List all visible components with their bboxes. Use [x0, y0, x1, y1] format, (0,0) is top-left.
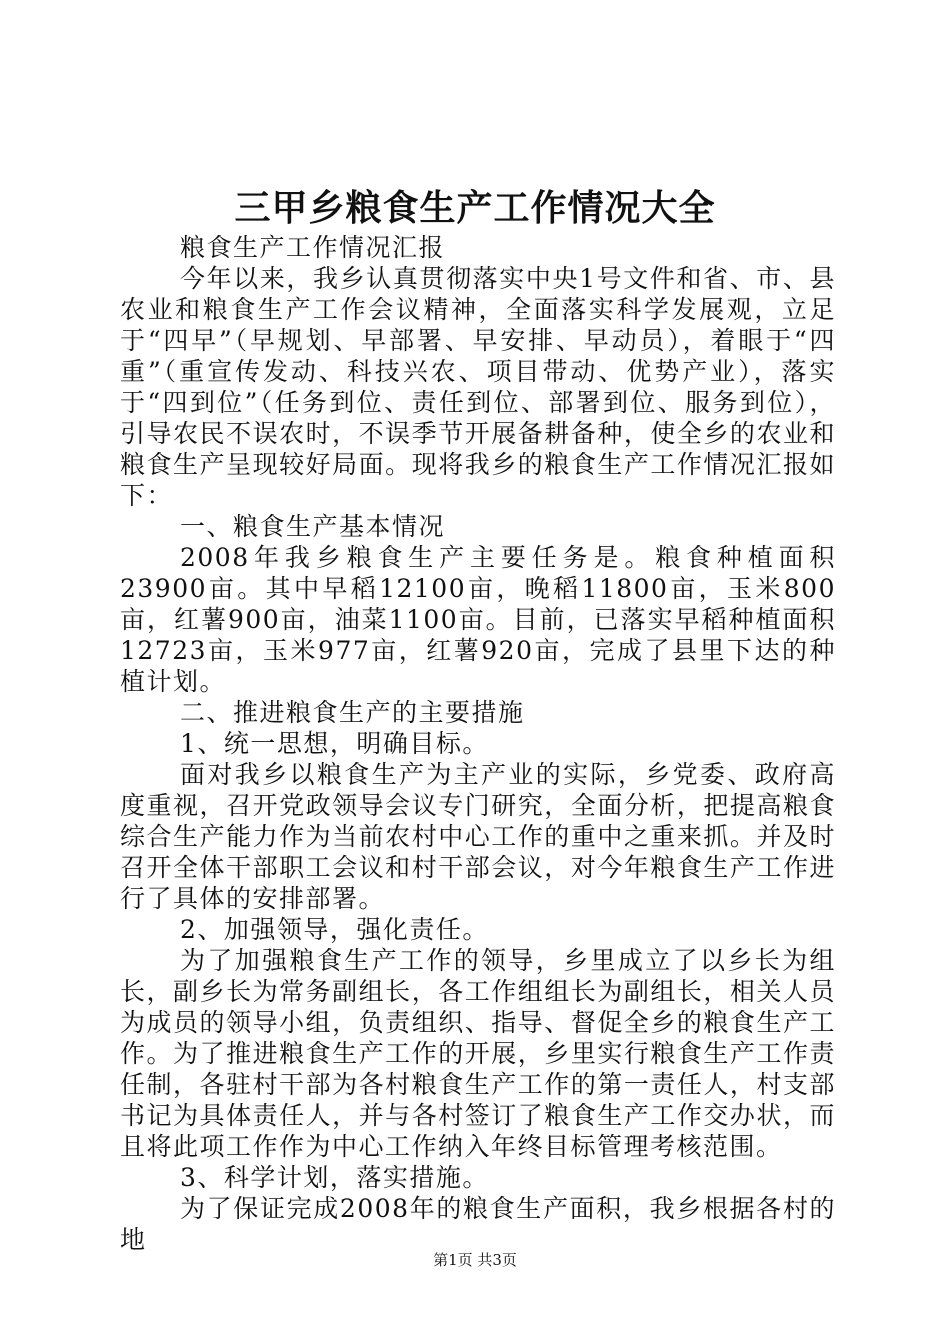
section-heading-1: 一、粮食生产基本情况 — [180, 512, 446, 541]
document-title: 三甲乡粮食生产工作情况大全 — [234, 187, 716, 229]
page-footer: 第1页 共3页 — [433, 1251, 517, 1269]
measure-paragraph-1: 面对我乡以粮食生产为主产业的实际，乡党委、政府高度重视，召开党政领导会议专门研究，全面分析，把提高粮食综合生产能力作为当前农村中心工作的重中之重来抓。并及时召开全体干部职工会议和村干部会议，对今年粮食生产工作进行了具体的安排部署。 — [120, 760, 836, 913]
section-heading-2: 二、推进粮食生产的主要措施 — [180, 698, 525, 727]
measure-paragraph-3: 为了保证完成2008年的粮食生产面积，我乡根据各村的地 — [120, 1194, 836, 1254]
measure-heading-1: 1、统一思想，明确目标。 — [180, 729, 489, 758]
intro-paragraph: 今年以来，我乡认真贯彻落实中央1号文件和省、市、县农业和粮食生产工作会议精神，全面落实科学发展观，立足于“四早”（早规划、早部署、早安排、早动员），着眼于“四重”（重宣传发动、科技兴农、项目带动、优势产业），落实于“四到位”（任务到位、责任到位、部署到位、服务到位），引导农民不误农时，不误季节开展备耕备种，使全乡的农业和粮食生产呈现较好局面。现将我乡的粮食生产工作情况汇报如下： — [120, 264, 836, 510]
report-subtitle: 粮食生产工作情况汇报 — [180, 233, 446, 262]
measure-heading-2: 2、加强领导，强化责任。 — [180, 915, 489, 944]
production-data-paragraph: 2008年我乡粮食生产主要任务是。粮食种植面积23900亩。其中早稻12100亩，晚稻11800亩，玉米800亩，红薯900亩，油菜1100亩。目前，已落实早稻种植面积12723亩，玉米977亩，红薯920亩，完成了县里下达的种植计划。 — [120, 543, 836, 696]
measure-heading-3: 3、科学计划，落实措施。 — [180, 1163, 489, 1192]
document-body — [120, 232, 836, 1255]
measure-paragraph-2: 为了加强粮食生产工作的领导，乡里成立了以乡长为组长，副乡长为常务副组长，各工作组组长为副组长，相关人员为成员的领导小组，负责组织、指导、督促全乡的粮食生产工作。为了推进粮食生产工作的开展，乡里实行粮食生产工作责任制，各驻村干部为各村粮食生产工作的第一责任人，村支部书记为具体责任人，并与各村签订了粮食生产工作交办状，而且将此项工作作为中心工作纳入年终目标管理考核范围。 — [120, 946, 836, 1161]
